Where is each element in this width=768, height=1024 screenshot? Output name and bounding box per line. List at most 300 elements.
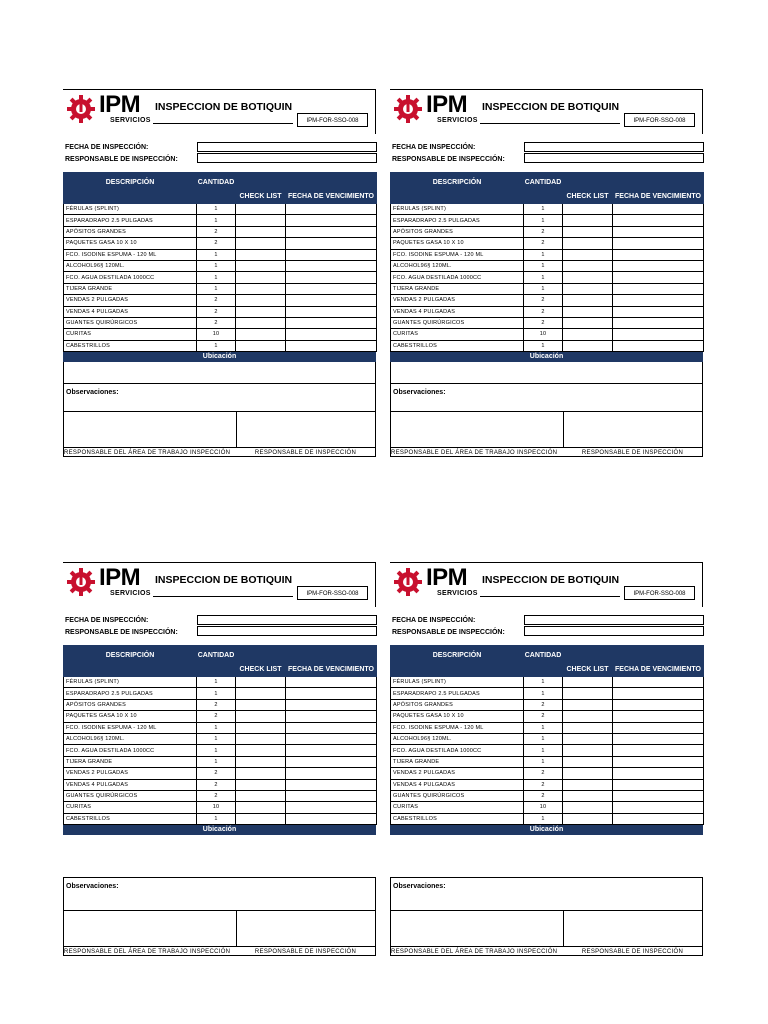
table-row — [64, 802, 377, 813]
item-quantity: 1 — [524, 745, 563, 756]
item-checklist-cell[interactable] — [563, 733, 613, 744]
item-description: FCO. AGUA DESTILADA 1000CC — [391, 745, 524, 756]
logo-subtitle: SERVICIOS — [437, 590, 478, 597]
item-description: CURITAS — [64, 329, 197, 340]
inventory-table — [63, 172, 377, 352]
item-checklist-cell[interactable] — [236, 722, 286, 733]
observations-area[interactable] — [63, 877, 376, 911]
item-expiration-cell[interactable] — [286, 768, 377, 779]
table-row — [64, 329, 377, 340]
item-expiration-cell[interactable] — [613, 733, 704, 744]
item-expiration-cell[interactable] — [286, 295, 377, 306]
item-description: APÓSITOS GRANDES — [391, 226, 524, 237]
header-divider — [153, 596, 293, 597]
gear-logo-icon — [66, 567, 96, 597]
item-quantity: 1 — [197, 688, 236, 699]
form-code: IPM-FOR-SSO-008 — [624, 113, 695, 127]
item-checklist-cell[interactable] — [236, 272, 286, 283]
item-checklist-cell[interactable] — [563, 677, 613, 688]
form-title: INSPECCION DE BOTIQUIN — [482, 574, 620, 586]
item-expiration-cell[interactable] — [613, 779, 704, 790]
item-expiration-cell[interactable] — [286, 677, 377, 688]
item-checklist-cell[interactable] — [236, 756, 286, 767]
item-checklist-cell[interactable] — [236, 249, 286, 260]
item-description: TIJERA GRANDE — [391, 756, 524, 767]
item-checklist-cell[interactable] — [563, 768, 613, 779]
table-row — [391, 756, 704, 767]
location-bar: Ubicación — [390, 352, 703, 362]
item-expiration-cell[interactable] — [613, 711, 704, 722]
item-expiration-cell[interactable] — [613, 238, 704, 249]
item-quantity: 1 — [197, 272, 236, 283]
sig-left-label: RESPONSABLE DEL ÁREA DE TRABAJO INSPECCIÓN — [391, 450, 558, 457]
item-quantity: 1 — [524, 249, 563, 260]
item-checklist-cell[interactable] — [236, 768, 286, 779]
signature-labels — [63, 946, 376, 956]
inventory-table — [390, 172, 704, 352]
item-expiration-cell[interactable] — [613, 340, 704, 351]
col-expiration: FECHA DE VENCIMIENTO — [613, 173, 704, 204]
logo-text: IPM — [426, 91, 468, 118]
date-label: FECHA DE INSPECCIÓN: — [65, 617, 149, 624]
signature-labels — [390, 946, 703, 956]
col-quantity: CANTIDAD — [197, 173, 236, 204]
item-checklist-cell[interactable] — [563, 340, 613, 351]
item-description: ESPARADRAPO 2.5 PULGADAS — [64, 688, 197, 699]
item-checklist-cell[interactable] — [563, 688, 613, 699]
date-field[interactable] — [524, 615, 704, 625]
item-expiration-cell[interactable] — [613, 204, 704, 215]
responsible-field[interactable] — [197, 626, 377, 636]
item-checklist-cell[interactable] — [563, 317, 613, 328]
table-row — [391, 283, 704, 294]
table-row — [391, 340, 704, 351]
logo-text: IPM — [99, 91, 141, 118]
item-quantity: 2 — [524, 779, 563, 790]
item-description: PAQUETES GASA 10 X 10 — [391, 711, 524, 722]
item-quantity: 2 — [197, 790, 236, 801]
item-expiration-cell[interactable] — [286, 340, 377, 351]
item-expiration-cell[interactable] — [613, 329, 704, 340]
signature-area — [390, 911, 703, 946]
item-checklist-cell[interactable] — [236, 226, 286, 237]
signature-inspector[interactable] — [564, 911, 702, 946]
observations-area[interactable] — [63, 384, 376, 412]
item-checklist-cell[interactable] — [236, 340, 286, 351]
item-expiration-cell[interactable] — [286, 226, 377, 237]
item-checklist-cell[interactable] — [563, 272, 613, 283]
responsible-field[interactable] — [197, 153, 377, 163]
form-code: IPM-FOR-SSO-008 — [624, 586, 695, 600]
table-row — [64, 238, 377, 249]
item-quantity: 2 — [524, 768, 563, 779]
inventory-table — [63, 645, 377, 825]
item-quantity: 1 — [524, 677, 563, 688]
item-description: ESPARADRAPO 2.5 PULGADAS — [64, 215, 197, 226]
item-checklist-cell[interactable] — [563, 711, 613, 722]
observations-area[interactable] — [390, 877, 703, 911]
signature-work-area[interactable] — [391, 412, 564, 447]
item-checklist-cell[interactable] — [563, 722, 613, 733]
sig-right-label: RESPONSABLE DE INSPECCIÓN — [581, 450, 684, 457]
item-expiration-cell[interactable] — [286, 756, 377, 767]
item-checklist-cell[interactable] — [563, 745, 613, 756]
table-row — [391, 813, 704, 824]
item-checklist-cell[interactable] — [236, 802, 286, 813]
item-description: APÓSITOS GRANDES — [64, 226, 197, 237]
item-expiration-cell[interactable] — [286, 790, 377, 801]
item-quantity: 2 — [524, 699, 563, 710]
item-checklist-cell[interactable] — [563, 329, 613, 340]
inspection-fields — [390, 134, 703, 172]
item-expiration-cell[interactable] — [286, 260, 377, 271]
item-description: VENDAS 4 PULGADAS — [64, 306, 197, 317]
table-row — [391, 317, 704, 328]
item-description: VENDAS 4 PULGADAS — [64, 779, 197, 790]
table-row — [64, 317, 377, 328]
inspection-fields — [63, 607, 376, 645]
observations-label: Observaciones: — [66, 883, 119, 891]
table-row — [391, 226, 704, 237]
form-title: INSPECCION DE BOTIQUIN — [155, 101, 293, 113]
item-checklist-cell[interactable] — [236, 329, 286, 340]
item-description: GUANTES QUIRÚRGICOS — [391, 790, 524, 801]
item-description: VENDAS 2 PULGADAS — [391, 768, 524, 779]
table-row — [64, 688, 377, 699]
location-field[interactable] — [63, 835, 376, 877]
signature-inspector[interactable] — [564, 412, 702, 447]
location-bar: Ubicación — [63, 352, 376, 362]
inventory-table — [390, 645, 704, 825]
item-expiration-cell[interactable] — [613, 306, 704, 317]
item-checklist-cell[interactable] — [236, 260, 286, 271]
item-description: FCO. ISODINE ESPUMA - 120 ML — [391, 249, 524, 260]
item-description: VENDAS 4 PULGADAS — [391, 779, 524, 790]
table-row — [391, 711, 704, 722]
col-description: DESCRIPCIÓN — [391, 646, 524, 677]
item-quantity: 2 — [524, 317, 563, 328]
observations-area[interactable] — [390, 384, 703, 412]
item-description: CURITAS — [64, 802, 197, 813]
card-header — [390, 89, 703, 134]
signature-inspector[interactable] — [237, 911, 375, 946]
item-checklist-cell[interactable] — [563, 790, 613, 801]
item-expiration-cell[interactable] — [286, 745, 377, 756]
signature-area — [390, 412, 703, 447]
item-expiration-cell[interactable] — [613, 249, 704, 260]
item-checklist-cell[interactable] — [563, 260, 613, 271]
item-quantity: 10 — [524, 329, 563, 340]
table-row — [64, 745, 377, 756]
item-description: APÓSITOS GRANDES — [64, 699, 197, 710]
item-expiration-cell[interactable] — [286, 272, 377, 283]
item-description: FÉRULAS (SPLINT) — [391, 677, 524, 688]
item-description: TIJERA GRANDE — [64, 756, 197, 767]
item-expiration-cell[interactable] — [286, 722, 377, 733]
item-expiration-cell[interactable] — [613, 756, 704, 767]
form-title: INSPECCION DE BOTIQUIN — [482, 101, 620, 113]
table-row — [64, 306, 377, 317]
item-description: ALCOHOL96§ 120ML. — [391, 260, 524, 271]
item-description: CABESTRILLOS — [391, 340, 524, 351]
item-quantity: 1 — [197, 260, 236, 271]
item-checklist-cell[interactable] — [563, 756, 613, 767]
table-row — [64, 813, 377, 824]
item-quantity: 2 — [524, 306, 563, 317]
item-checklist-cell[interactable] — [563, 813, 613, 824]
item-checklist-cell[interactable] — [236, 215, 286, 226]
item-expiration-cell[interactable] — [613, 745, 704, 756]
item-checklist-cell[interactable] — [563, 699, 613, 710]
logo-subtitle: SERVICIOS — [110, 117, 151, 124]
item-quantity: 2 — [197, 306, 236, 317]
item-quantity: 2 — [197, 317, 236, 328]
item-expiration-cell[interactable] — [613, 272, 704, 283]
item-description: ALCOHOL96§ 120ML. — [64, 260, 197, 271]
table-row — [391, 779, 704, 790]
table-row — [391, 688, 704, 699]
table-row — [391, 272, 704, 283]
table-row — [64, 722, 377, 733]
item-quantity: 1 — [197, 722, 236, 733]
col-quantity: CANTIDAD — [524, 173, 563, 204]
table-row — [64, 790, 377, 801]
item-quantity: 10 — [197, 802, 236, 813]
item-description: FCO. AGUA DESTILADA 1000CC — [64, 745, 197, 756]
item-checklist-cell[interactable] — [236, 711, 286, 722]
table-row — [64, 283, 377, 294]
table-row — [391, 699, 704, 710]
item-checklist-cell[interactable] — [563, 306, 613, 317]
item-expiration-cell[interactable] — [286, 733, 377, 744]
item-expiration-cell[interactable] — [286, 238, 377, 249]
item-description: APÓSITOS GRANDES — [391, 699, 524, 710]
item-expiration-cell[interactable] — [613, 260, 704, 271]
item-checklist-cell[interactable] — [236, 688, 286, 699]
table-row — [391, 295, 704, 306]
item-description: CURITAS — [391, 802, 524, 813]
col-description: DESCRIPCIÓN — [64, 646, 197, 677]
item-expiration-cell[interactable] — [286, 688, 377, 699]
item-expiration-cell[interactable] — [286, 779, 377, 790]
item-description: VENDAS 2 PULGADAS — [64, 295, 197, 306]
item-expiration-cell[interactable] — [286, 283, 377, 294]
item-checklist-cell[interactable] — [563, 226, 613, 237]
logo-subtitle: SERVICIOS — [437, 117, 478, 124]
item-checklist-cell[interactable] — [563, 779, 613, 790]
signature-labels — [63, 447, 376, 457]
header-divider — [480, 596, 620, 597]
date-label: FECHA DE INSPECCIÓN: — [392, 144, 476, 151]
col-checklist: CHECK LIST — [563, 646, 613, 677]
item-expiration-cell[interactable] — [286, 711, 377, 722]
item-quantity: 1 — [197, 215, 236, 226]
item-description: GUANTES QUIRÚRGICOS — [64, 317, 197, 328]
date-field[interactable] — [197, 142, 377, 152]
item-checklist-cell[interactable] — [236, 733, 286, 744]
item-quantity: 1 — [197, 249, 236, 260]
item-quantity: 2 — [524, 711, 563, 722]
item-quantity: 1 — [197, 756, 236, 767]
item-description: TIJERA GRANDE — [391, 283, 524, 294]
col-checklist: CHECK LIST — [563, 173, 613, 204]
responsible-label: RESPONSABLE DE INSPECCIÓN: — [65, 629, 178, 636]
responsible-field[interactable] — [524, 153, 704, 163]
signature-work-area[interactable] — [64, 412, 237, 447]
item-checklist-cell[interactable] — [563, 215, 613, 226]
item-checklist-cell[interactable] — [236, 790, 286, 801]
item-checklist-cell[interactable] — [563, 295, 613, 306]
item-checklist-cell[interactable] — [563, 204, 613, 215]
location-field[interactable] — [390, 362, 703, 384]
table-row — [64, 204, 377, 215]
item-checklist-cell[interactable] — [563, 238, 613, 249]
item-expiration-cell[interactable] — [286, 317, 377, 328]
item-expiration-cell[interactable] — [613, 768, 704, 779]
responsible-label: RESPONSABLE DE INSPECCIÓN: — [392, 156, 505, 163]
card-header — [390, 562, 703, 607]
signature-labels — [390, 447, 703, 457]
observations-label: Observaciones: — [393, 389, 446, 397]
item-description: ESPARADRAPO 2.5 PULGADAS — [391, 688, 524, 699]
item-checklist-cell[interactable] — [236, 745, 286, 756]
item-quantity: 1 — [197, 283, 236, 294]
item-checklist-cell[interactable] — [563, 283, 613, 294]
item-description: CURITAS — [391, 329, 524, 340]
item-quantity: 1 — [197, 813, 236, 824]
signature-inspector[interactable] — [237, 412, 375, 447]
location-field[interactable] — [390, 835, 703, 877]
table-row — [64, 677, 377, 688]
item-expiration-cell[interactable] — [286, 249, 377, 260]
item-expiration-cell[interactable] — [613, 699, 704, 710]
item-expiration-cell[interactable] — [286, 215, 377, 226]
table-row — [391, 790, 704, 801]
item-description: TIJERA GRANDE — [64, 283, 197, 294]
item-description: GUANTES QUIRÚRGICOS — [64, 790, 197, 801]
table-row — [391, 204, 704, 215]
location-field[interactable] — [63, 362, 376, 384]
item-checklist-cell[interactable] — [236, 238, 286, 249]
sig-left-label: RESPONSABLE DEL ÁREA DE TRABAJO INSPECCIÓN — [391, 949, 558, 956]
item-checklist-cell[interactable] — [236, 295, 286, 306]
item-expiration-cell[interactable] — [613, 722, 704, 733]
form-code: IPM-FOR-SSO-008 — [297, 113, 368, 127]
signature-area — [63, 412, 376, 447]
item-checklist-cell[interactable] — [236, 283, 286, 294]
table-row — [391, 249, 704, 260]
item-quantity: 1 — [524, 215, 563, 226]
item-quantity: 2 — [197, 238, 236, 249]
item-checklist-cell[interactable] — [563, 802, 613, 813]
sig-left-label: RESPONSABLE DEL ÁREA DE TRABAJO INSPECCIÓN — [64, 949, 231, 956]
col-expiration: FECHA DE VENCIMIENTO — [286, 173, 377, 204]
table-row — [64, 260, 377, 271]
item-expiration-cell[interactable] — [613, 813, 704, 824]
item-description: PAQUETES GASA 10 X 10 — [64, 238, 197, 249]
form-code: IPM-FOR-SSO-008 — [297, 586, 368, 600]
item-expiration-cell[interactable] — [286, 802, 377, 813]
item-description: FCO. AGUA DESTILADA 1000CC — [391, 272, 524, 283]
signature-area — [63, 911, 376, 946]
item-description: FÉRULAS (SPLINT) — [64, 677, 197, 688]
item-quantity: 1 — [524, 283, 563, 294]
signature-work-area[interactable] — [64, 911, 237, 946]
item-description: FÉRULAS (SPLINT) — [64, 204, 197, 215]
date-field[interactable] — [197, 615, 377, 625]
item-checklist-cell[interactable] — [236, 677, 286, 688]
item-checklist-cell[interactable] — [236, 779, 286, 790]
item-quantity: 2 — [197, 711, 236, 722]
item-checklist-cell[interactable] — [236, 306, 286, 317]
item-expiration-cell[interactable] — [286, 813, 377, 824]
item-expiration-cell[interactable] — [613, 790, 704, 801]
item-checklist-cell[interactable] — [236, 317, 286, 328]
inspection-card-3 — [63, 562, 376, 956]
table-row — [64, 699, 377, 710]
item-expiration-cell[interactable] — [613, 295, 704, 306]
table-row — [64, 756, 377, 767]
inspection-card-1 — [63, 89, 376, 457]
signature-work-area[interactable] — [391, 911, 564, 946]
item-quantity: 1 — [524, 688, 563, 699]
item-description: CABESTRILLOS — [64, 813, 197, 824]
item-expiration-cell[interactable] — [613, 677, 704, 688]
item-quantity: 10 — [524, 802, 563, 813]
table-row — [64, 215, 377, 226]
col-checklist: CHECK LIST — [236, 173, 286, 204]
item-expiration-cell[interactable] — [613, 226, 704, 237]
card-header — [63, 562, 376, 607]
responsible-label: RESPONSABLE DE INSPECCIÓN: — [65, 156, 178, 163]
item-expiration-cell[interactable] — [613, 688, 704, 699]
item-quantity: 2 — [197, 226, 236, 237]
table-row — [391, 768, 704, 779]
col-expiration: FECHA DE VENCIMIENTO — [613, 646, 704, 677]
table-row — [391, 733, 704, 744]
item-expiration-cell[interactable] — [286, 329, 377, 340]
item-quantity: 1 — [524, 733, 563, 744]
item-description: CABESTRILLOS — [391, 813, 524, 824]
item-expiration-cell[interactable] — [613, 215, 704, 226]
item-expiration-cell[interactable] — [613, 283, 704, 294]
gear-logo-icon — [393, 94, 423, 124]
observations-label: Observaciones: — [393, 883, 446, 891]
item-quantity: 1 — [524, 340, 563, 351]
item-description: FCO. ISODINE ESPUMA - 120 ML — [64, 249, 197, 260]
item-quantity: 2 — [524, 238, 563, 249]
table-row — [391, 802, 704, 813]
item-description: VENDAS 2 PULGADAS — [391, 295, 524, 306]
item-description: FCO. ISODINE ESPUMA - 120 ML — [64, 722, 197, 733]
item-expiration-cell[interactable] — [613, 317, 704, 328]
item-description: FCO. AGUA DESTILADA 1000CC — [64, 272, 197, 283]
item-checklist-cell[interactable] — [236, 813, 286, 824]
item-description: FÉRULAS (SPLINT) — [391, 204, 524, 215]
item-expiration-cell[interactable] — [286, 306, 377, 317]
item-description: GUANTES QUIRÚRGICOS — [391, 317, 524, 328]
item-checklist-cell[interactable] — [563, 249, 613, 260]
item-expiration-cell[interactable] — [613, 802, 704, 813]
item-checklist-cell[interactable] — [236, 204, 286, 215]
date-field[interactable] — [524, 142, 704, 152]
item-checklist-cell[interactable] — [236, 699, 286, 710]
table-row — [64, 226, 377, 237]
table-row — [64, 340, 377, 351]
item-expiration-cell[interactable] — [286, 699, 377, 710]
item-expiration-cell[interactable] — [286, 204, 377, 215]
responsible-field[interactable] — [524, 626, 704, 636]
